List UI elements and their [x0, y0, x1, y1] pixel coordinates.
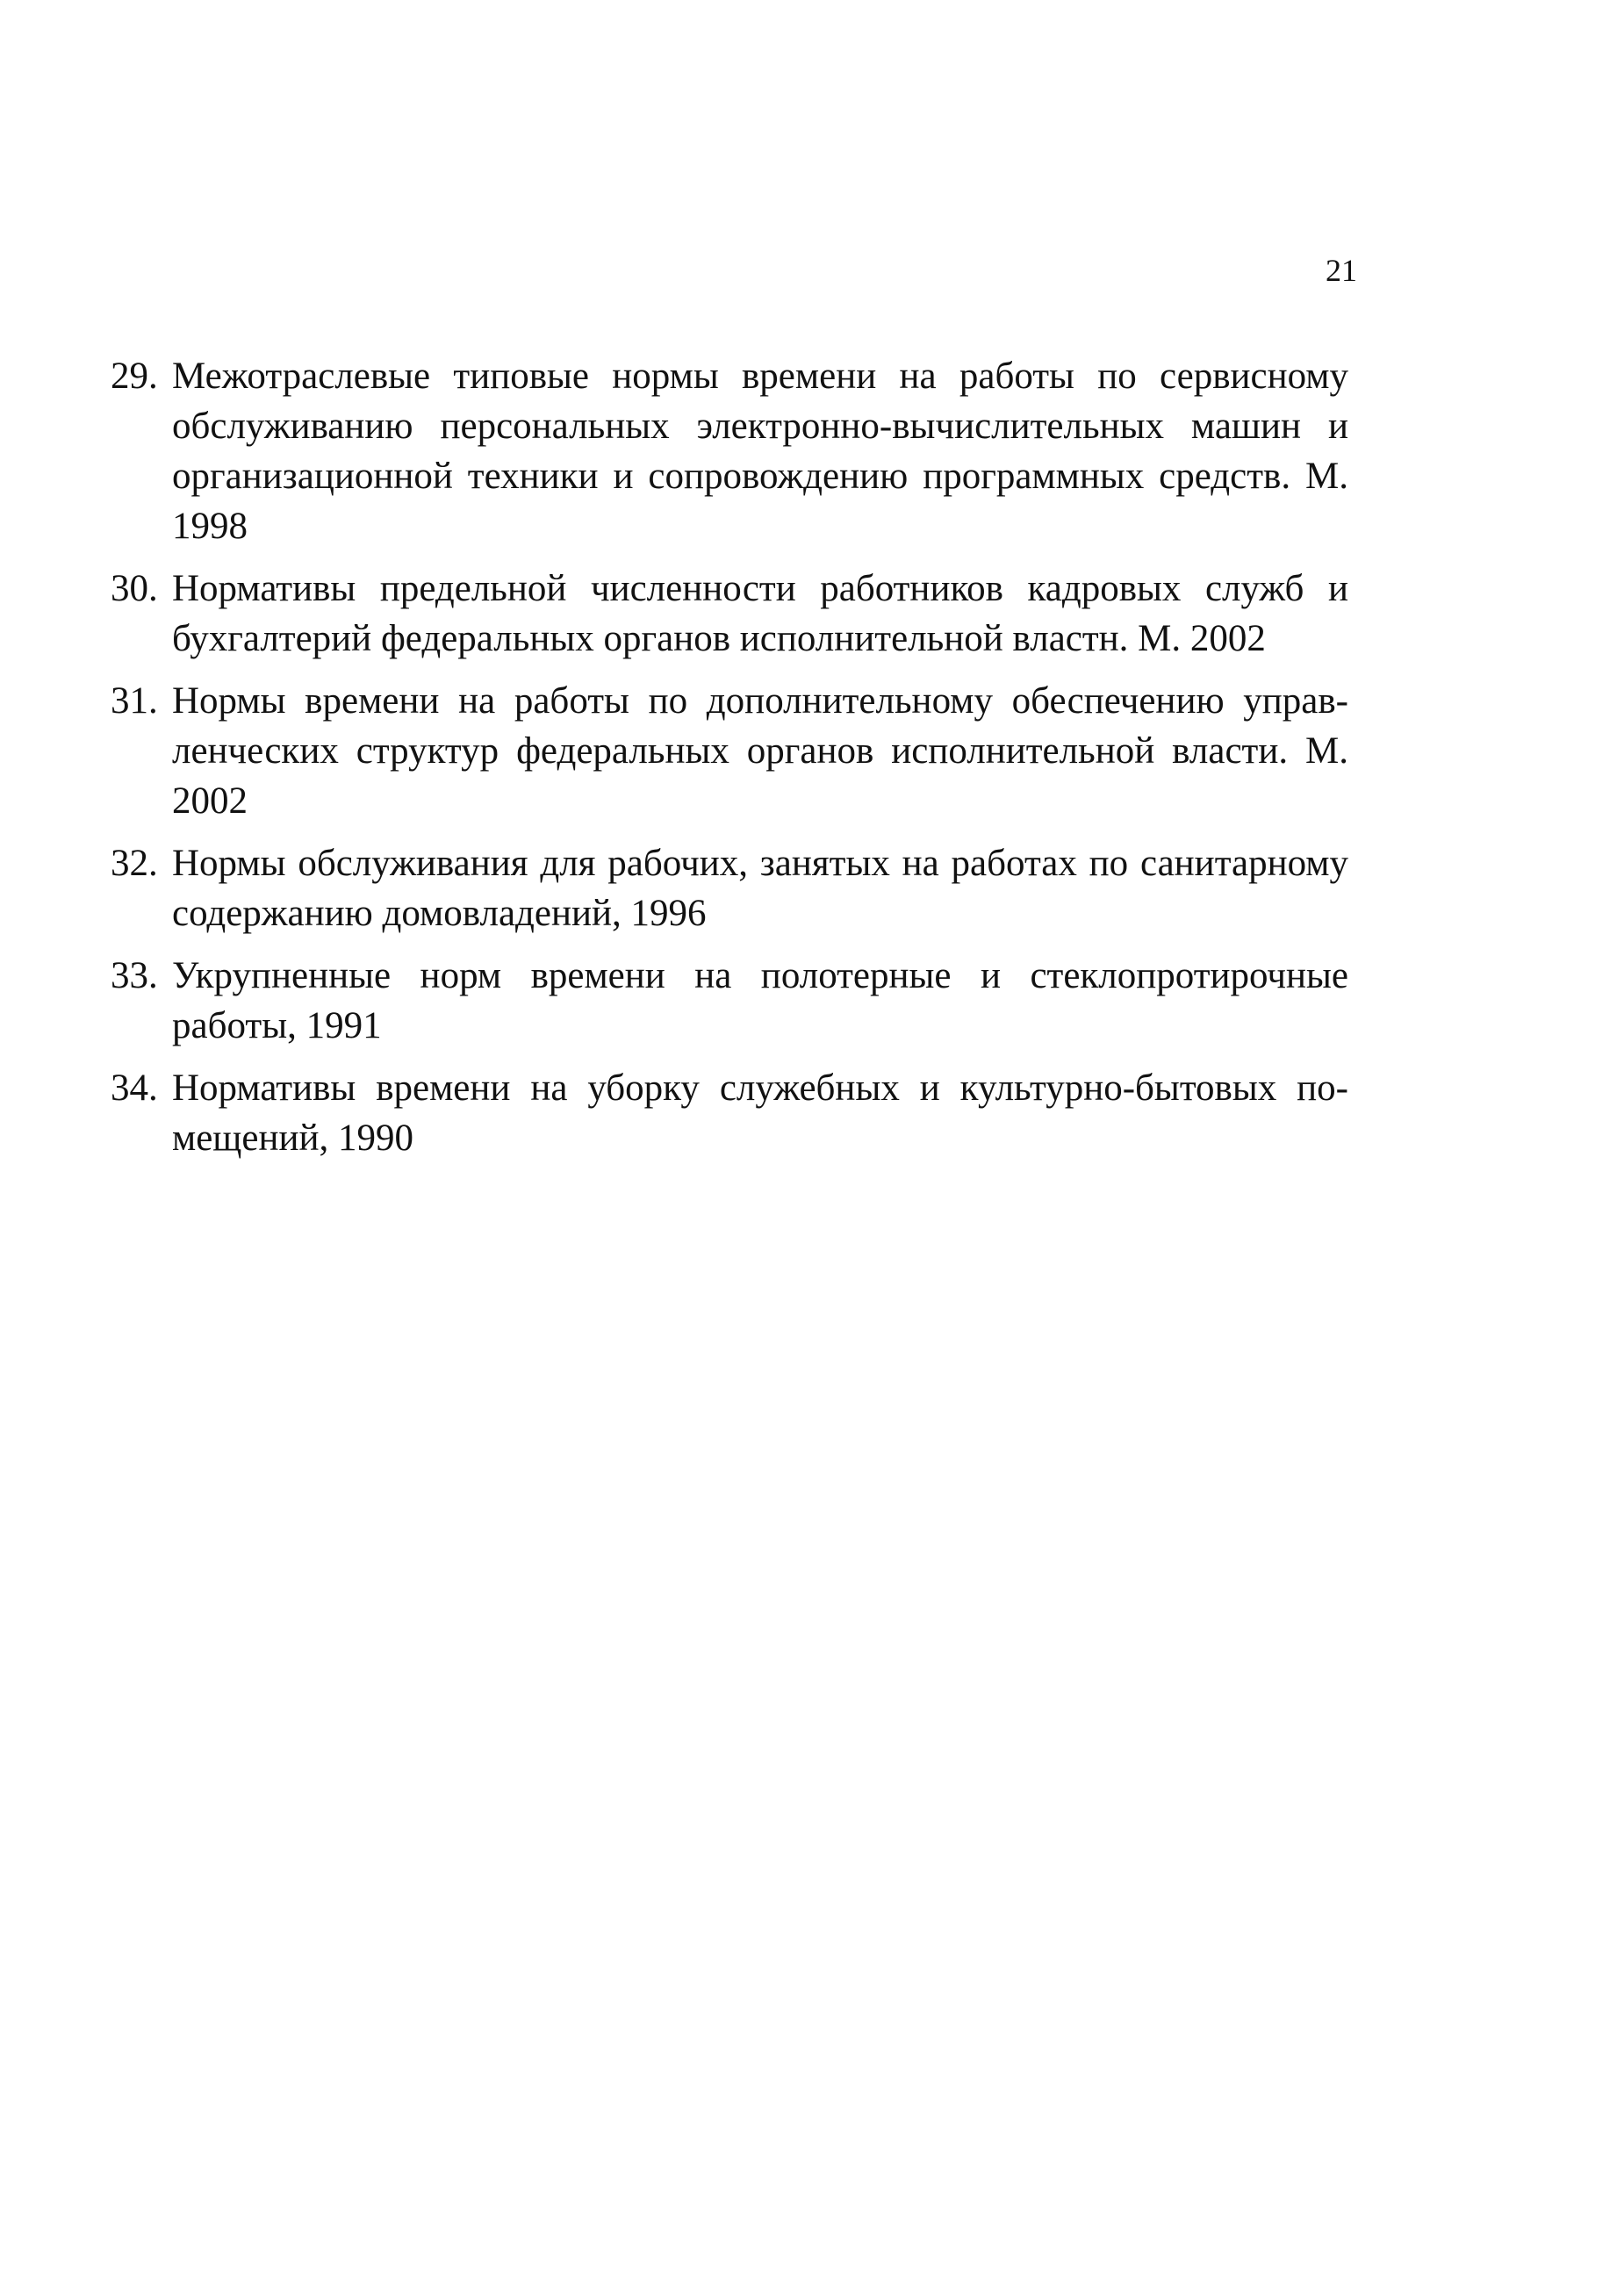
reference-text: Межотраслевые типовые нормы времени на работы по сервисному обслуживанию персональных электронно-вычислительных машин и организационной техники и сопровождению программных средств. М. 1998	[172, 356, 1348, 547]
reference-text: Укрупненные норм времени на полотерные и стеклопротирочные работы, 1991	[172, 955, 1348, 1046]
reference-item-33	[111, 951, 1348, 1051]
reference-text: Нормы обслуживания для рабочих, занятых на работах по санитарному содержанию домовладений, 1996	[172, 843, 1348, 934]
reference-item-32	[111, 838, 1348, 938]
page-number: 21	[1326, 253, 1357, 288]
reference-item-34	[111, 1063, 1348, 1163]
reference-text: Нормативы времени на уборку служебных и культурно-бытовых помещений, 1990	[172, 1067, 1348, 1159]
reference-item-30	[111, 564, 1348, 664]
reference-text: Нормы времени на работы по дополнительному обеспечению управленческих структур федеральных органов исполнительной власти. М. 2002	[172, 680, 1348, 822]
reference-item-29	[111, 351, 1348, 551]
reference-number: 32.	[111, 843, 158, 884]
reference-text: Нормативы предельной численности работников кадровых служб и бухгалтерий федеральных органов исполнительной властн. М. 2002	[172, 568, 1348, 659]
reference-number: 33.	[111, 955, 158, 996]
reference-number: 29.	[111, 356, 158, 397]
reference-number: 30.	[111, 568, 158, 609]
reference-number: 34.	[111, 1067, 158, 1109]
reference-list	[111, 351, 1348, 1175]
reference-item-31	[111, 676, 1348, 826]
reference-number: 31.	[111, 680, 158, 722]
